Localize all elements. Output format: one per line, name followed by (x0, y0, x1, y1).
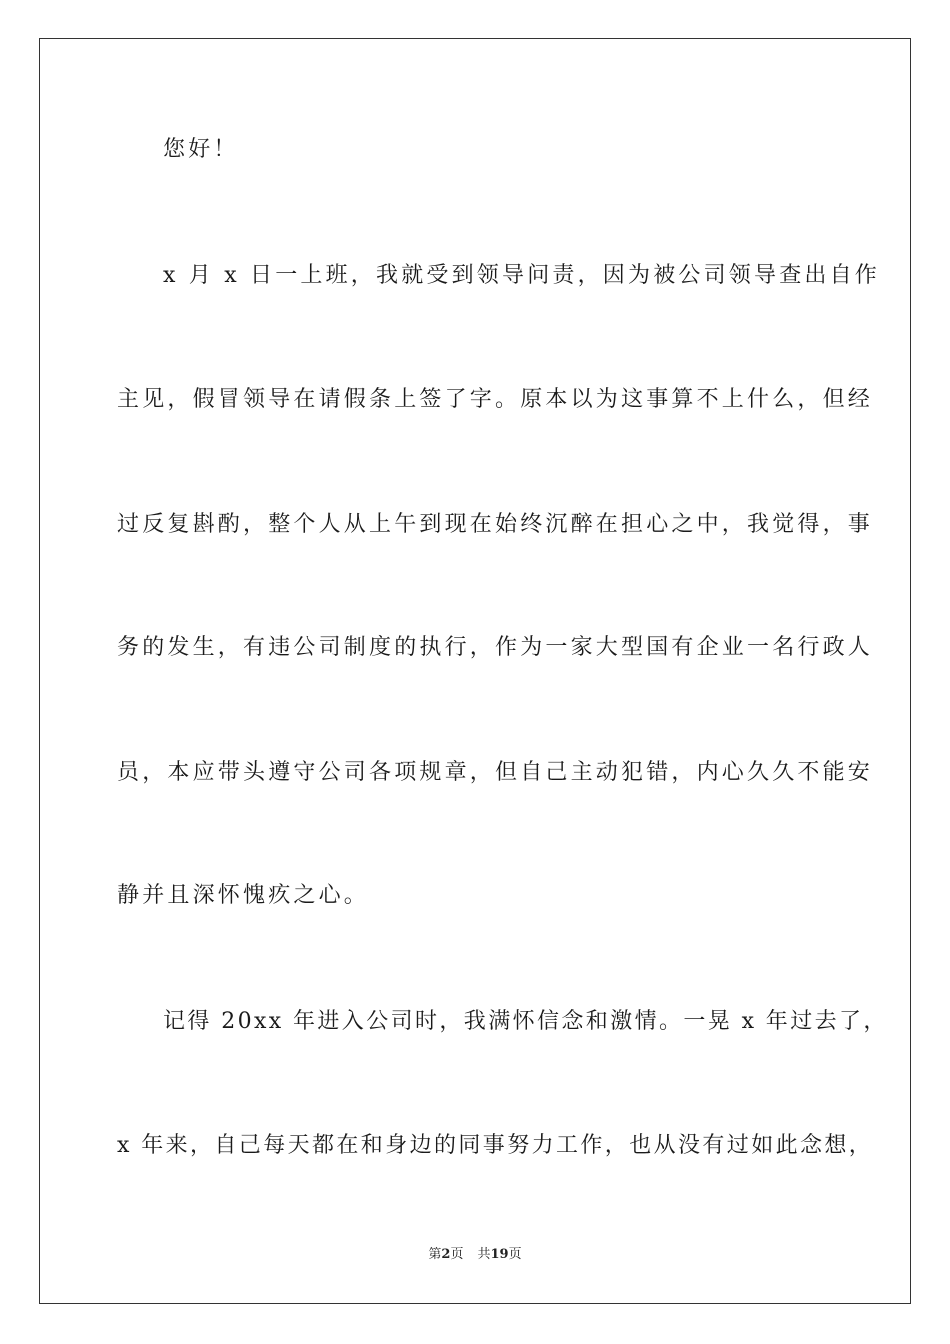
greeting-line: 您好！ (163, 137, 239, 162)
paragraph-line: 记得 20xx 年进入公司时，我满怀信念和激情。一晃 x 年过去了， (163, 1009, 888, 1034)
page-footer (0, 1246, 950, 1264)
paragraph-line: x 月 x 日一上班，我就受到领导问责，因为被公司领导查出自作 (163, 263, 880, 288)
total-pages: 19 (490, 1247, 509, 1262)
page-border (39, 38, 911, 1304)
total-prefix: 共 (477, 1247, 491, 1262)
total-suffix: 页 (508, 1247, 522, 1262)
paragraph-line: 静并且深怀愧疚之心。 (117, 883, 370, 908)
paragraph-line: 过反复斟酌，整个人从上午到现在始终沉醉在担心之中，我觉得，事 (117, 512, 874, 537)
paragraph-line: 员，本应带头遵守公司各项规章，但自己主动犯错，内心久久不能安 (117, 760, 874, 785)
paragraph-line: 主见，假冒领导在请假条上签了字。原本以为这事算不上什么，但经 (117, 387, 874, 412)
paragraph-line: x 年来，自己每天都在和身边的同事努力工作，也从没有过如此念想， (117, 1133, 874, 1158)
page-suffix: 页 (450, 1247, 464, 1262)
paragraph-line: 务的发生，有违公司制度的执行，作为一家大型国有企业一名行政人 (117, 635, 874, 660)
page-prefix: 第 (428, 1247, 442, 1262)
page-number: 2 (441, 1247, 451, 1262)
